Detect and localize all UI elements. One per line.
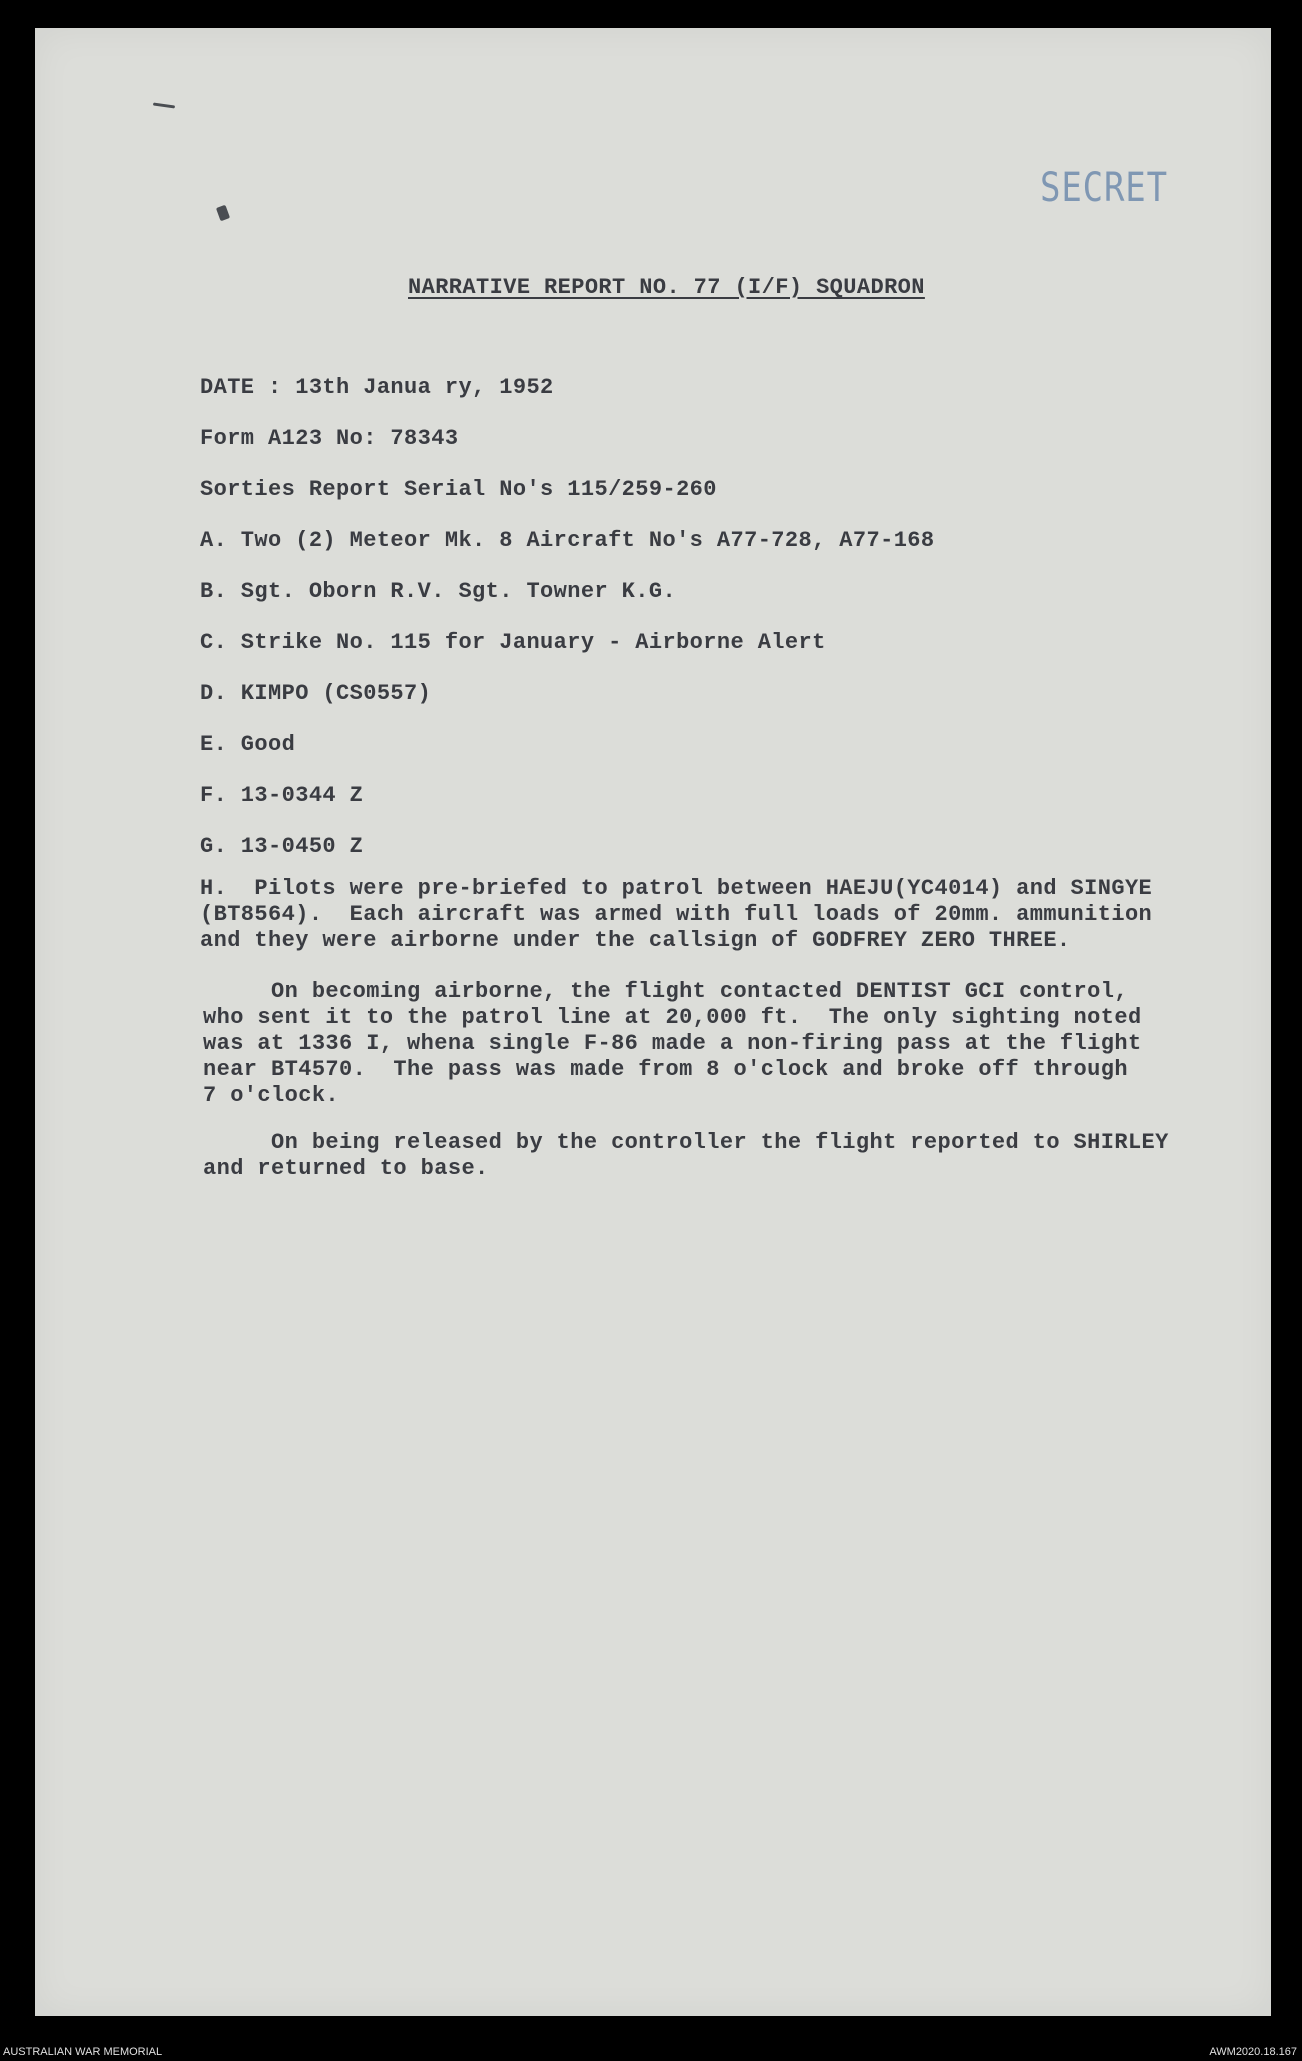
paragraph-sighting: On becoming airborne, the flight contacted DENTIST GCI control, who sent it to the patrol line at 20,000 ft. The only sighting noted was at 1336 I, whena single F-86 made a non-firing pass at the flight near BT4570. The pass was made from 8 o'clock and broke off through 7 o'clock. xyxy=(203,979,1142,1108)
secret-stamp: SECRET xyxy=(1040,165,1168,211)
footer-reference: AWM2020.18.167 xyxy=(1209,2046,1297,2058)
item-a: A. Two (2) Meteor Mk. 8 Aircraft No's A77-728, A77-168 xyxy=(200,528,935,553)
item-d: D. KIMPO (CS0557) xyxy=(200,681,432,706)
paragraph-return: On being released by the controller the flight reported to SHIRLEY and returned to base. xyxy=(203,1130,1169,1181)
item-b: B. Sgt. Oborn R.V. Sgt. Towner K.G. xyxy=(200,579,677,604)
footer xyxy=(0,2045,1302,2061)
item-g: G. 13-0450 Z xyxy=(200,834,364,859)
footer-source: AUSTRALIAN WAR MEMORIAL xyxy=(3,2046,163,2058)
report-title: NARRATIVE REPORT NO. 77 (I/F) SQUADRON xyxy=(408,275,925,300)
item-h-paragraph: H. Pilots were pre-briefed to patrol between HAEJU(YC4014) and SINGYE (BT8564). Each aircraft was armed with full loads of 20mm. ammunition and they were airborne under the callsign of GODFREY ZERO THREE. xyxy=(200,876,1153,953)
item-c: C. Strike No. 115 for January - Airborne Alert xyxy=(200,630,826,655)
item-f: F. 13-0344 Z xyxy=(200,783,364,808)
date-line: DATE : 13th Janua ry, 1952 xyxy=(200,375,554,400)
item-e: E. Good xyxy=(200,732,296,757)
document-page xyxy=(35,28,1271,2016)
sorties-line: Sorties Report Serial No's 115/259-260 xyxy=(200,477,717,502)
form-line: Form A123 No: 78343 xyxy=(200,426,459,451)
ink-mark xyxy=(216,205,230,222)
ink-mark xyxy=(153,102,175,108)
